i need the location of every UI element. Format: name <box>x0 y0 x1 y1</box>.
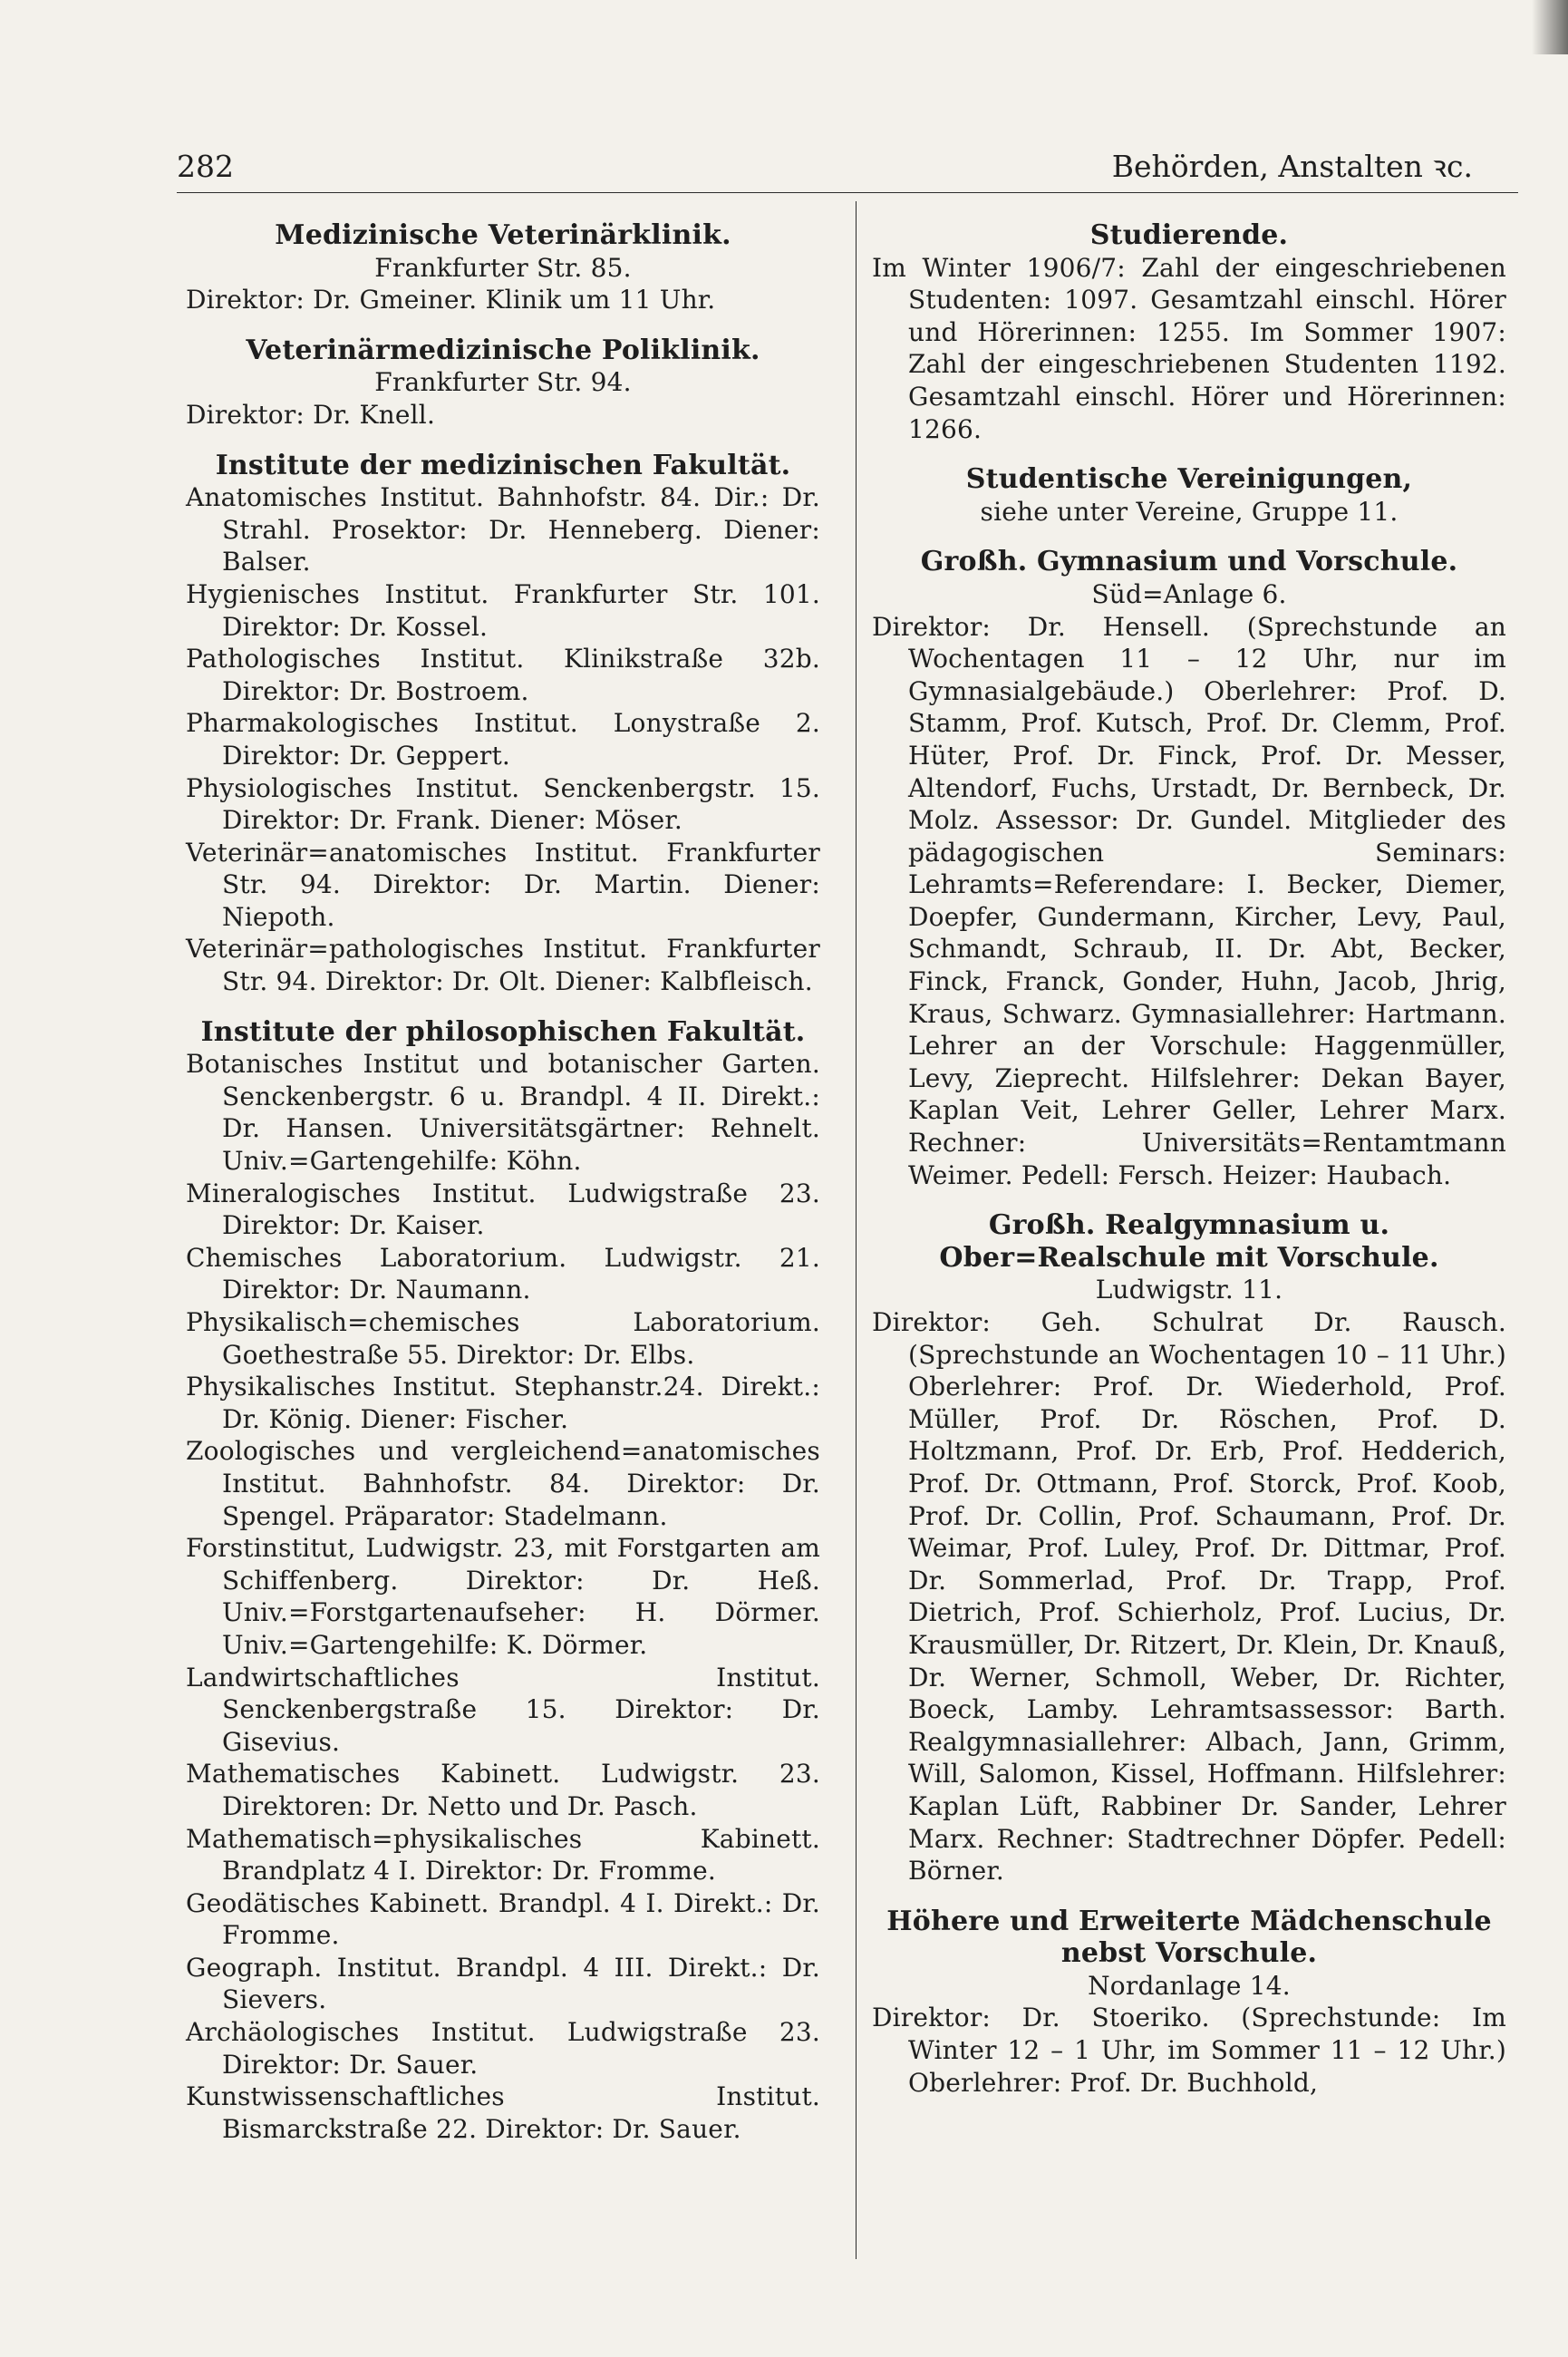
left-column <box>186 219 820 2145</box>
section-title: Veterinärmedizinische Poliklinik. <box>246 334 760 366</box>
entry: Geograph. Institut. Brandpl. 4 III. Direkt.: Dr. Sievers. <box>186 1952 820 2015</box>
section-studentische-vereinigungen <box>872 463 1506 528</box>
running-title: Behörden, Anstalten ꝛc. <box>1111 149 1473 184</box>
right-column <box>872 219 1506 2099</box>
section-title: Institute der philosophischen Fakultät. <box>200 1015 806 1048</box>
section-title: Großh. Realgymnasium u. Ober=Realschule mit Vorschule. <box>939 1209 1439 1274</box>
entry: Chemisches Laboratorium. Ludwigstr. 21. Direktor: Dr. Naumann. <box>186 1242 820 1305</box>
section-title: Großh. Gymnasium und Vorschule. <box>920 546 1458 578</box>
scan-edge-shadow <box>1532 0 1568 54</box>
section-title: Studentische Vereinigungen, <box>965 463 1413 496</box>
entry: Botanisches Institut und botanischer Garten. Senckenbergstr. 6 u. Brandpl. 4 II. Direkt.: Dr. Hansen. Universitätsgärtner: Rehnelt. Univ.=Gartengehilfe: Köhn. <box>186 1049 820 1177</box>
entry: Kunstwissenschaftliches Institut. Bismarckstraße 22. Direktor: Dr. Sauer. <box>186 2081 820 2144</box>
column-divider <box>856 201 857 2259</box>
entry: Veterinär=pathologisches Institut. Frankfurter Str. 94. Direktor: Dr. Olt. Diener: Kalbfleisch. <box>186 934 820 997</box>
entry: Physikalisches Institut. Stephanstr.24. Direkt.: Dr. König. Diener: Fischer. <box>186 1372 820 1434</box>
section-title: Studierende. <box>1089 219 1289 251</box>
entry: Forstinstitut, Ludwigstr. 23, mit Forstgarten am Schiffenberg. Direktor: Dr. Heß. Univ.=Forstgartenaufseher: H. Dörmer. Univ.=Gartengehilfe: K. Dörmer. <box>186 1533 820 1660</box>
section-title: Höhere und Erweiterte Mädchenschule nebst Vorschule. <box>886 1905 1492 1970</box>
section-subtitle: siehe unter Vereine, Gruppe 11. <box>980 496 1399 527</box>
section-subtitle: Frankfurter Str. 85. <box>374 252 632 283</box>
entry: Archäologisches Institut. Ludwigstraße 23. Direktor: Dr. Sauer. <box>186 2017 820 2080</box>
entry: Zoologisches und vergleichend=anatomisches Institut. Bahnhofstr. 84. Direktor: Dr. Spengel. Präparator: Stadelmann. <box>186 1436 820 1531</box>
page-header <box>177 145 1473 190</box>
section-subtitle: Frankfurter Str. 94. <box>374 367 632 398</box>
section-subtitle: Ludwigstr. 11. <box>1095 1275 1283 1305</box>
entry: Mathematisches Kabinett. Ludwigstr. 23. Direktoren: Dr. Netto und Dr. Pasch. <box>186 1759 820 1821</box>
entry: Physiologisches Institut. Senckenbergstr. 15. Direktor: Dr. Frank. Diener: Möser. <box>186 772 820 836</box>
section-maedchenschule <box>872 1906 1506 2100</box>
section-title: Institute der medizinischen Fakultät. <box>215 449 791 481</box>
section-veterinaermedizinische-poliklinik <box>186 335 820 432</box>
section-paragraph: Direktor: Geh. Schulrat Dr. Rausch. (Sprechstunde an Wochentagen 10 – 11 Uhr.) Oberlehrer: Prof. Dr. Wiederhold, Prof. Müller, Prof. Dr. Röschen, Prof. D. Holtzmann, Prof. Dr. Erb, Prof. Hedderich, Prof. Dr. Ottmann, Prof. Storck, Prof. Koob, Prof. Dr. Collin, Prof. Schaumann, Prof. Dr. Weimar, Prof. Luley, Prof. Dr. Dittmar, Prof. Dr. Sommerlad, Prof. Dr. Trapp, Prof. Dietrich, Prof. Schierholz, Prof. Lucius, Dr. Krausmüller, Dr. Ritzert, Dr. Klein, Dr. Knauß, Dr. Werner, Schmoll, Weber, Dr. Richter, Boeck, Lamby. Lehramtsassessor: Barth. Realgymnasiallehrer: Albach, Jann, Grimm, Will, Salomon, Kissel, Hoffmann. Hilfslehrer: Kaplan Lüft, Rabbiner Dr. Sander, Lehrer Marx. Rechner: Stadtrechner Döpfer. Pedell: Börner. <box>872 1307 1506 1887</box>
entry: Hygienisches Institut. Frankfurter Str. 101. Direktor: Dr. Kossel. <box>186 578 820 642</box>
section-medizinische-veterinaerklinik <box>186 219 820 316</box>
section-institute-philosophische-fakultaet <box>186 1016 820 2146</box>
entry: Direktor: Dr. Knell. <box>186 399 436 430</box>
section-paragraph: Im Winter 1906/7: Zahl der eingeschriebenen Studenten: 1097. Gesamtzahl einschl. Hörer und Hörerinnen: 1255. Im Sommer 1907: Zahl der eingeschriebenen Studenten 1192. Gesamtzahl einschl. Hörer und Hörerinnen: 1266. <box>872 252 1506 444</box>
section-subtitle: Süd=Anlage 6. <box>1091 578 1287 609</box>
entry: Direktor: Dr. Gmeiner. Klinik um 11 Uhr. <box>186 285 716 315</box>
header-rule <box>177 192 1518 193</box>
entry: Physikalisch=chemisches Laboratorium. Goethestraße 55. Direktor: Dr. Elbs. <box>186 1307 820 1370</box>
section-subtitle: Nordanlage 14. <box>1088 1970 1291 2001</box>
section-paragraph: Direktor: Dr. Hensell. (Sprechstunde an Wochentagen 11 – 12 Uhr, nur im Gymnasialgebäude.) Oberlehrer: Prof. D. Stamm, Prof. Kutsch, Prof. Dr. Clemm, Prof. Hüter, Prof. Dr. Finck, Prof. Dr. Messer, Altendorf, Fuchs, Urstadt, Dr. Bernbeck, Dr. Molz. Assessor: Dr. Gundel. Mitglieder des pädagogischen Seminars: Lehramts=Referendare: I. Becker, Diemer, Doepfer, Gundermann, Kircher, Levy, Paul, Schmandt, Schraub, II. Dr. Abt, Becker, Finck, Franck, Gonder, Huhn, Jacob, Jhrig, Kraus, Schwarz. Gymnasiallehrer: Hartmann. Lehrer an der Vorschule: Haggenmüller, Levy, Zieprecht. Hilfslehrer: Dekan Bayer, Kaplan Veit, Lehrer Geller, Lehrer Marx. Rechner: Universitäts=Rentamtmann Weimer. Pedell: Fersch. Heizer: Haubach. <box>872 611 1506 1190</box>
section-gymnasium <box>872 546 1506 1191</box>
entry: Pharmakologisches Institut. Lonystraße 2. Direktor: Dr. Geppert. <box>186 708 820 771</box>
section-paragraph: Direktor: Dr. Stoeriko. (Sprechstunde: Im Winter 12 – 1 Uhr, im Sommer 11 – 12 Uhr.) Oberlehrer: Prof. Dr. Buchhold, <box>872 2003 1506 2098</box>
page-number: 282 <box>177 149 234 184</box>
entry: Mathematisch=physikalisches Kabinett. Brandplatz 4 I. Direktor: Dr. Fromme. <box>186 1823 820 1887</box>
section-institute-medizinische-fakultaet <box>186 450 820 998</box>
section-realgymnasium <box>872 1209 1506 1887</box>
entry: Landwirtschaftliches Institut. Senckenbergstraße 15. Direktor: Dr. Gisevius. <box>186 1662 820 1757</box>
section-title: Medizinische Veterinärklinik. <box>275 219 731 251</box>
section-studierende <box>872 219 1506 445</box>
entry: Pathologisches Institut. Klinikstraße 32b. Direktor: Dr. Bostroem. <box>186 644 820 706</box>
entry: Anatomisches Institut. Bahnhofstr. 84. Dir.: Dr. Strahl. Prosektor: Dr. Henneberg. Diener: Balser. <box>186 482 820 577</box>
entry: Mineralogisches Institut. Ludwigstraße 23. Direktor: Dr. Kaiser. <box>186 1178 820 1241</box>
entry: Geodätisches Kabinett. Brandpl. 4 I. Direkt.: Dr. Fromme. <box>186 1887 820 1951</box>
entry: Veterinär=anatomisches Institut. Frankfurter Str. 94. Direktor: Dr. Martin. Diener: Niepoth. <box>186 837 820 932</box>
